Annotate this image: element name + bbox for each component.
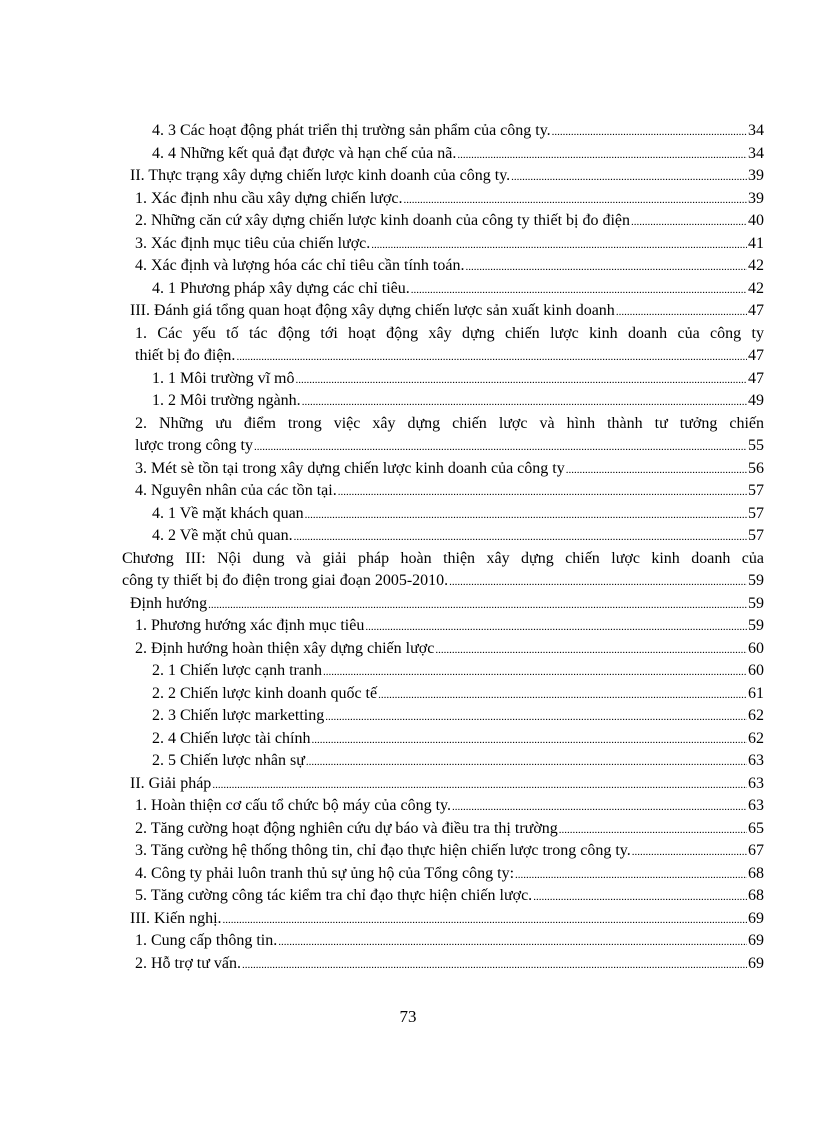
toc-entry-page: 60	[748, 639, 764, 657]
dot-leader	[371, 234, 747, 257]
dot-leader	[323, 661, 747, 684]
dot-leader	[452, 796, 747, 819]
toc-entry-title: 4. 4 Những kết quả đạt được và hạn chế của nã.	[152, 144, 457, 162]
toc-entry-page: 59	[748, 594, 764, 612]
toc-entry-page: 41	[748, 234, 764, 252]
dot-leader	[294, 526, 747, 549]
toc-entry	[122, 143, 764, 166]
toc-entry-title: 2. Những căn cứ xây dựng chiến lược kinh doanh của công ty thiết bị đo điện	[135, 212, 631, 229]
toc-entry	[122, 503, 764, 526]
dot-leader	[325, 706, 747, 729]
toc-entry	[122, 683, 764, 706]
toc-entry	[122, 953, 764, 976]
toc-entry-title: 4. 2 Về mặt chủ quan.	[152, 527, 293, 544]
toc-entry-title: II. Giải pháp	[130, 774, 212, 792]
toc-entry-title: Định hướng	[130, 594, 208, 612]
toc-entry	[122, 795, 764, 818]
toc-entry-title: 4. 1 Về mặt khách quan	[152, 504, 304, 522]
toc-entry-page: 39	[748, 167, 764, 184]
dot-leader	[435, 639, 747, 662]
toc-entry-title: công ty thiết bị đo điện trong giai đoạn 2005-2010.	[122, 572, 449, 589]
toc-entry	[122, 278, 764, 301]
toc-entry-page: 42	[748, 257, 764, 274]
dot-leader	[236, 346, 747, 369]
dot-leader	[533, 886, 747, 909]
toc-entry-page: 65	[748, 819, 764, 837]
toc-entry-page: 68	[748, 864, 764, 882]
toc-entry-page: 47	[748, 369, 764, 387]
dot-leader	[212, 774, 747, 797]
toc-entry-title: 1. Hoàn thiện cơ cấu tổ chức bộ máy của công ty.	[135, 797, 451, 814]
dot-leader	[411, 279, 747, 302]
toc-entry-title: 2. 2 Chiến lược kinh doanh quốc tế	[152, 684, 378, 702]
dot-leader	[616, 301, 747, 324]
toc-entry-title: III. Kiến nghị.	[130, 909, 222, 927]
dot-leader	[552, 121, 747, 144]
toc-entry-page: 67	[748, 842, 764, 859]
toc-entry-page: 63	[748, 752, 764, 769]
toc-entry	[122, 593, 764, 616]
toc-entry	[122, 390, 764, 413]
toc-entry-title: 2. Tăng cường hoạt động nghiên cứu dự báo và điều tra thị trường	[135, 819, 558, 837]
dot-leader	[223, 909, 747, 932]
toc-entry-title: 2. 5 Chiến lược nhân sự	[152, 752, 305, 769]
toc-entry	[122, 300, 764, 323]
toc-entry-page: 47	[748, 347, 764, 364]
dot-leader	[302, 391, 747, 414]
toc-entry-title: 4. Nguyên nhân của các tồn tại.	[135, 482, 337, 499]
dot-leader	[278, 931, 747, 954]
dot-leader	[559, 819, 747, 842]
toc-entry-page: 62	[748, 729, 764, 747]
toc-entry-page: 39	[748, 189, 764, 207]
toc-entry-page: 47	[748, 302, 764, 319]
toc-entry-title: 4. 3 Các hoạt động phát triển thị trường sản phẩm của công ty.	[152, 122, 551, 139]
toc-entry	[122, 570, 764, 593]
toc-entry-page: 57	[748, 527, 764, 544]
toc-entry-title: 3. Xác định mục tiêu của chiến lược.	[135, 234, 371, 252]
toc-entry	[122, 863, 764, 886]
dot-leader	[511, 166, 747, 189]
toc-entry	[122, 368, 764, 391]
toc-entry	[122, 255, 764, 278]
toc-entry-page: 42	[748, 279, 764, 297]
dot-leader	[632, 841, 747, 864]
dot-leader	[365, 616, 747, 639]
toc-entry	[122, 885, 764, 908]
toc-entry-title: III. Đánh giá tổng quan hoạt động xây dựng chiến lược sản xuất kinh doanh	[130, 302, 615, 319]
dot-leader	[305, 504, 747, 527]
dot-leader	[311, 729, 747, 752]
toc-entry-page: 34	[748, 122, 764, 139]
toc-entry	[122, 773, 764, 796]
dot-leader	[515, 864, 747, 887]
toc-entry-page: 34	[748, 144, 764, 162]
toc-entry-title: 4. Công ty phải luôn tranh thủ sự ủng hộ của Tổng công ty:	[135, 864, 515, 882]
toc-entry	[122, 188, 764, 211]
table-of-contents	[122, 120, 764, 975]
toc-entry-page: 62	[748, 707, 764, 724]
dot-leader	[465, 256, 747, 279]
toc-entry-continued: 1. Các yếu tố tác động tới hoạt động xây dựng chiến lược kinh doanh của công ty	[135, 324, 764, 342]
toc-entry	[122, 165, 764, 188]
toc-entry	[122, 705, 764, 728]
toc-entry	[122, 233, 764, 256]
toc-entry	[122, 435, 764, 458]
toc-entry	[122, 458, 764, 481]
toc-entry-title: 2. Định hướng hoàn thiện xây dựng chiến lược	[135, 639, 435, 657]
toc-entry-title: 1. Cung cấp thông tin.	[135, 932, 278, 949]
toc-entry-title: 2. 4 Chiến lược tài chính	[152, 729, 311, 747]
toc-entry	[122, 480, 764, 503]
toc-entry	[122, 615, 764, 638]
toc-entry-page: 63	[748, 774, 764, 792]
page-number: 73	[399, 1007, 417, 1026]
toc-entry-title: 1. 2 Môi trường ngành.	[152, 392, 301, 409]
toc-entry-page: 68	[748, 887, 764, 904]
dot-leader	[566, 459, 747, 482]
toc-entry	[122, 660, 764, 683]
toc-entry-page: 49	[748, 392, 764, 409]
toc-entry	[122, 930, 764, 953]
dot-leader	[306, 751, 747, 774]
dot-leader	[631, 211, 747, 234]
dot-leader	[295, 369, 747, 392]
toc-entry-page: 57	[748, 504, 764, 522]
toc-entry	[122, 210, 764, 233]
toc-entry	[122, 728, 764, 751]
toc-entry	[122, 345, 764, 368]
toc-entry-title: 2. 3 Chiến lược marketting	[152, 707, 325, 724]
toc-entry-title: 2. Hỗ trợ tư vấn.	[135, 954, 242, 972]
toc-entry-title: 1. Phương hướng xác định mục tiêu	[135, 617, 365, 634]
toc-entry-page: 60	[748, 662, 764, 679]
toc-entry-title: 1. Xác định nhu cầu xây dựng chiến lược.	[135, 189, 403, 207]
toc-entry-page: 55	[748, 437, 764, 454]
toc-entry	[122, 525, 764, 548]
toc-entry-page: 59	[748, 572, 764, 589]
toc-entry	[122, 750, 764, 773]
dot-leader	[404, 189, 747, 212]
dot-leader	[208, 594, 747, 617]
toc-entry	[122, 818, 764, 841]
dot-leader	[457, 144, 747, 167]
toc-entry-page: 69	[748, 909, 764, 927]
toc-entry	[122, 840, 764, 863]
toc-entry-title: 3. Tăng cường hệ thống thông tin, chỉ đạo thực hiện chiến lược trong công ty.	[135, 842, 631, 859]
toc-entry-page: 56	[748, 459, 764, 477]
toc-entry-page: 59	[748, 617, 764, 634]
toc-entry-page: 69	[748, 932, 764, 949]
dot-leader	[338, 481, 747, 504]
toc-entry-title: 3. Mét sè tồn tại trong xây dựng chiến lược kinh doanh của công ty	[135, 459, 565, 477]
toc-entry-title: lược trong công ty	[135, 437, 253, 454]
toc-entry	[122, 120, 764, 143]
toc-entry-title: II. Thực trạng xây dựng chiến lược kinh doanh của công ty.	[130, 167, 511, 184]
toc-entry-page: 69	[748, 954, 764, 972]
toc-entry	[122, 908, 764, 931]
toc-entry-title: 2. 1 Chiến lược cạnh tranh	[152, 662, 322, 679]
toc-entry-page: 57	[748, 482, 764, 499]
toc-entry-page: 40	[748, 212, 764, 229]
toc-entry-title: thiết bị đo điện.	[135, 347, 236, 364]
dot-leader	[242, 954, 747, 977]
toc-entry-continued: 2. Những ưu điểm trong việc xây dựng chiến lược và hình thành tư tưởng chiến	[135, 414, 764, 432]
toc-entry-page: 63	[748, 797, 764, 814]
dot-leader	[449, 571, 747, 594]
toc-entry-title: 5. Tăng cường công tác kiểm tra chỉ đạo thực hiện chiến lược.	[135, 887, 533, 904]
toc-entry-page: 61	[748, 684, 764, 702]
toc-entry-title: 4. Xác định và lượng hóa các chỉ tiêu cần tính toán.	[135, 257, 465, 274]
dot-leader	[378, 684, 747, 707]
toc-entry-continued: Chương III: Nội dung và giải pháp hoàn thiện xây dựng chiến lược kinh doanh của	[122, 549, 764, 567]
toc-entry-title: 1. 1 Môi trường vĩ mô	[152, 369, 295, 387]
toc-entry	[122, 638, 764, 661]
toc-entry-title: 4. 1 Phương pháp xây dựng các chỉ tiêu.	[152, 279, 410, 297]
dot-leader	[254, 436, 747, 459]
